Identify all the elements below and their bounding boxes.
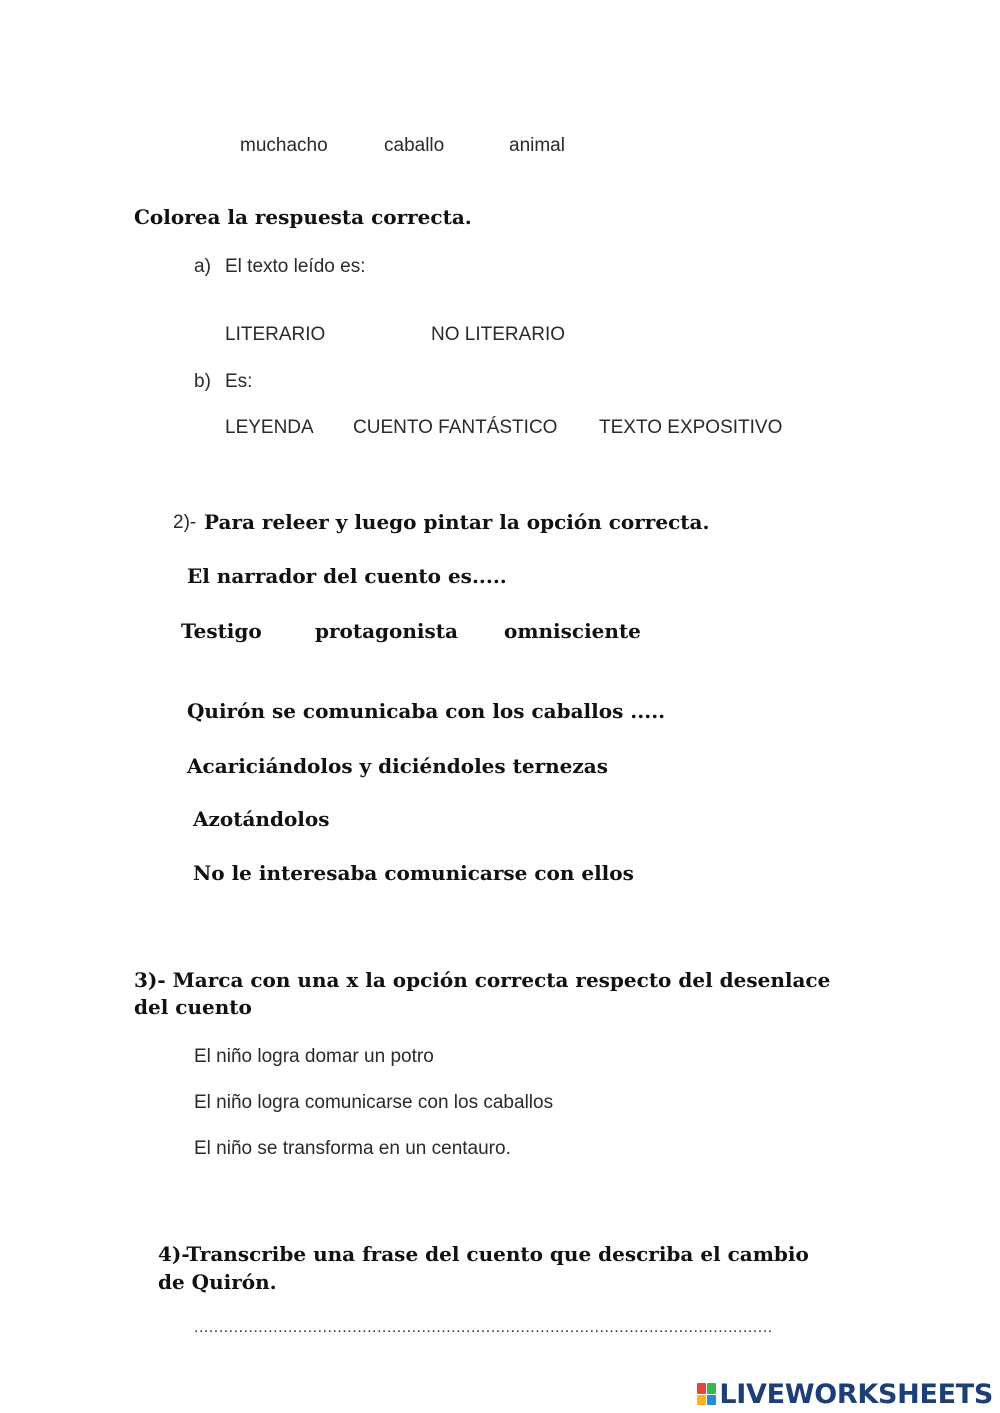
section2-number: 2)- [173,512,197,533]
section4-heading-line2: de Quirón. [158,1270,277,1294]
option-acariciandolos[interactable]: Acariciándolos y diciéndoles ternezas [187,754,608,778]
option-no-le-interesaba[interactable]: No le interesaba comunicarse con ellos [193,861,634,885]
option-transforma-centauro[interactable]: El niño se transforma en un centauro. [194,1138,511,1159]
quiron-question: Quirón se comunicaba con los caballos ..... [187,699,666,723]
option-texto-expositivo[interactable]: TEXTO EXPOSITIVO [599,417,783,438]
top-word-caballo: caballo [384,135,445,156]
question-b-text: Es: [225,371,253,392]
option-domar-potro[interactable]: El niño logra domar un potro [194,1046,434,1067]
section3-heading-line1: 3)- Marca con una x la opción correcta respecto del desenlace [134,968,831,992]
liveworksheets-logo[interactable] [697,1378,993,1410]
liveworksheets-logo-text: LIVEWORKSHEETS [719,1378,993,1410]
question-a-text: El texto leído es: [225,256,366,277]
question-b-label: b) [194,371,211,392]
option-literario[interactable]: LITERARIO [225,324,326,345]
option-no-literario[interactable]: NO LITERARIO [431,324,566,345]
option-testigo[interactable]: Testigo [181,619,262,643]
narrator-question: El narrador del cuento es..... [187,564,507,588]
section2-heading: Para releer y luego pintar la opción correcta. [204,510,710,534]
option-protagonista[interactable]: protagonista [315,619,458,643]
top-word-muchacho: muchacho [240,135,328,156]
answer-line-input[interactable]: ..................................................................................................................... [194,1319,773,1336]
question-a-label: a) [194,256,211,277]
section3-heading-line2: del cuento [134,995,252,1019]
option-comunicarse-caballos[interactable]: El niño logra comunicarse con los caballos [194,1092,554,1113]
liveworksheets-logo-icon [697,1383,716,1405]
option-omnisciente[interactable]: omnisciente [504,619,641,643]
option-cuento-fantastico[interactable]: CUENTO FANTÁSTICO [353,417,558,438]
option-azotandolos[interactable]: Azotándolos [193,807,330,831]
top-word-animal: animal [509,135,565,156]
option-leyenda[interactable]: LEYENDA [225,417,314,438]
section1-heading: Colorea la respuesta correcta. [134,205,472,229]
section4-heading-line1: 4)-Transcribe una frase del cuento que describa el cambio [158,1242,809,1266]
